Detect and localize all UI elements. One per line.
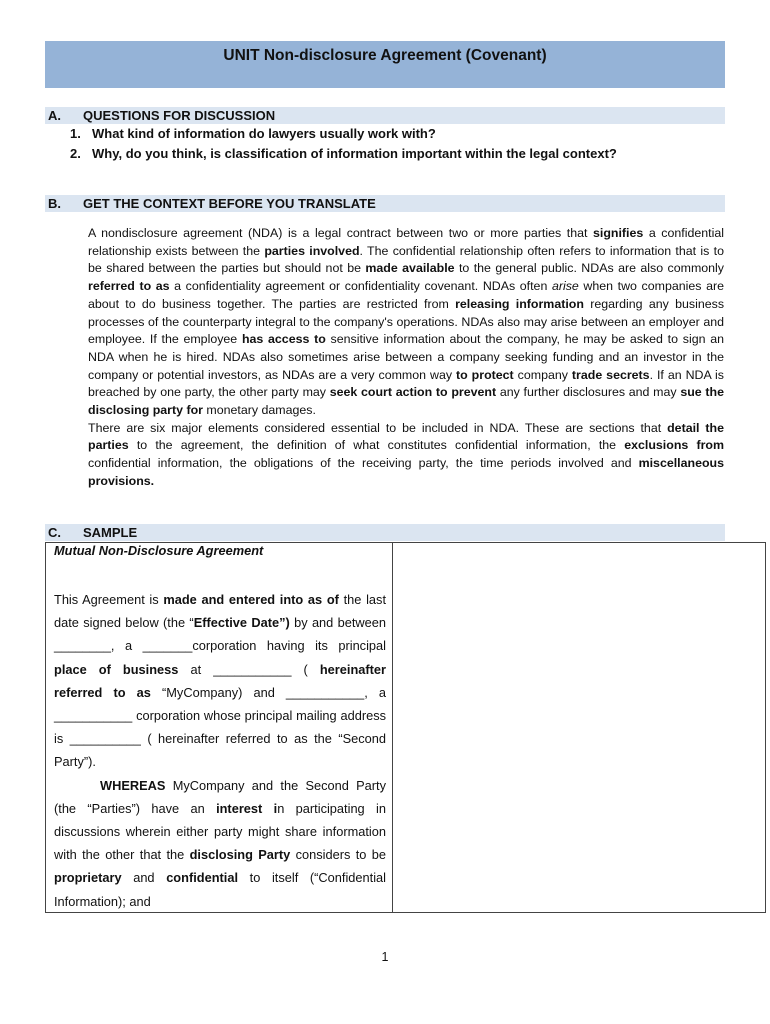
sample-subtitle: Mutual Non-Disclosure Agreement bbox=[54, 543, 264, 558]
text-run: This Agreement is bbox=[54, 592, 164, 607]
text-run: and bbox=[121, 870, 167, 886]
bold-term: disclosing Party bbox=[189, 847, 291, 863]
text-run: A nondisclosure agreement (NDA) is a legal contract between two or more parties that bbox=[88, 226, 593, 240]
table-column-divider bbox=[392, 543, 393, 912]
bold-term: seek court action to prevent bbox=[329, 385, 497, 400]
bold-term: proprietary bbox=[54, 870, 122, 886]
bold-term: interest i bbox=[216, 800, 278, 816]
text-run: . The confidential relationship often refers to information that is to be shared between the parties but should not be bbox=[88, 243, 724, 276]
text-run: a confidential relationship exists between the bbox=[88, 226, 724, 258]
italic-term: arise bbox=[551, 279, 579, 294]
bold-term: made and entered into as of bbox=[163, 592, 339, 607]
text-run: There are six major elements considered essential to be included in NDA. These are sections that bbox=[88, 420, 668, 435]
context-paragraph-2 bbox=[88, 420, 724, 491]
text-run: a confidentiality agreement or confidentiality covenant. NDAs often bbox=[169, 279, 552, 294]
section-a-letter: A. bbox=[48, 108, 61, 123]
text-run: MyCompany and the Second Party (the “Parties”) have an bbox=[54, 777, 386, 816]
context-paragraph-1 bbox=[88, 225, 724, 420]
text-run: by and between ________, a _______corporation having its principal bbox=[54, 615, 387, 654]
section-b-header bbox=[45, 195, 725, 212]
bold-term: referred to as bbox=[88, 279, 170, 294]
question-2 bbox=[70, 144, 730, 164]
bold-term: signifies bbox=[593, 226, 644, 240]
text-run: “MyCompany) and ___________, a ___________ corporation whose principal mailing address is __________ ( hereinafter referred to as the “Second Party”). bbox=[54, 684, 386, 770]
text-run: to the general public. NDAs are also commonly bbox=[454, 261, 724, 276]
text-run: sensitive information about the company, he may be asked to sign an NDA when he is hired. NDAs also sometimes arise between a company seeking funding and an investor in the company or potential investors, as NDAs are a very common way bbox=[88, 332, 724, 382]
text-run: to the agreement, the definition of what constitutes confidential information, the bbox=[128, 438, 625, 453]
text-run: when two companies are about to do business together. The parties are restricted from bbox=[88, 279, 724, 311]
bold-term: parties involved bbox=[264, 243, 360, 258]
section-c-heading: SAMPLE bbox=[83, 525, 138, 540]
text-run: the last date signed below (the “ bbox=[54, 592, 386, 631]
bold-term: exclusions from bbox=[624, 438, 724, 453]
bold-term: place of business bbox=[54, 661, 179, 677]
bold-term: hereinafter referred to as bbox=[54, 661, 386, 700]
text-run: confidential information, the obligations of the receiving party, the time periods involved and bbox=[88, 456, 639, 471]
question-text: Why, do you think, is classification of information important within the legal context? bbox=[92, 146, 617, 161]
bold-term: trade secrets bbox=[571, 367, 650, 382]
text-run: at ___________ ( bbox=[178, 661, 320, 677]
section-a-heading: QUESTIONS FOR DISCUSSION bbox=[83, 108, 276, 123]
text-run: to itself (“Confidential Information); and bbox=[54, 870, 386, 909]
text-run: considers to be bbox=[290, 847, 386, 863]
bold-term: detail the parties bbox=[88, 420, 725, 453]
text-run: n participating in discussions wherein either party might share information with the other that the bbox=[54, 800, 386, 863]
question-1 bbox=[70, 124, 730, 144]
sample-paragraph-1 bbox=[54, 588, 386, 774]
sample-paragraph-2 bbox=[54, 774, 386, 913]
section-b-letter: B. bbox=[48, 196, 61, 211]
text-run: regarding any business processes of the counterparty integral to the company's operations. NDAs also may arise between an employer and employee. If the employee bbox=[88, 296, 725, 347]
bold-term: releasing information bbox=[455, 296, 584, 311]
question-number: 2. bbox=[70, 146, 81, 161]
text-run: company bbox=[513, 367, 572, 382]
bold-term: Effective Date”) bbox=[193, 615, 290, 631]
text-run: . If an NDA is breached by one party, the other party may bbox=[88, 367, 724, 400]
sample-paragraph-2-runs bbox=[54, 778, 386, 909]
bold-term: miscellaneous provisions. bbox=[88, 456, 724, 488]
title-band bbox=[45, 41, 725, 88]
bold-term: WHEREAS bbox=[100, 777, 166, 793]
text-run: any further disclosures and may bbox=[496, 385, 681, 400]
question-number: 1. bbox=[70, 126, 81, 141]
bold-term: sue the disclosing party for bbox=[88, 385, 724, 418]
context-text bbox=[88, 225, 724, 491]
bold-term: made available bbox=[365, 261, 455, 276]
document-title: UNIT Non-disclosure Agreement (Covenant) bbox=[223, 47, 547, 64]
bold-term: to protect bbox=[456, 367, 514, 382]
bold-term: has access to bbox=[241, 332, 326, 347]
question-text: What kind of information do lawyers usually work with? bbox=[92, 126, 436, 141]
section-a-header bbox=[45, 107, 725, 124]
sample-body bbox=[54, 588, 386, 913]
text-run: monetary damages. bbox=[202, 403, 316, 418]
page-number: 1 bbox=[381, 950, 389, 964]
sample-text-column bbox=[54, 542, 386, 913]
section-b-heading: GET THE CONTEXT BEFORE YOU TRANSLATE bbox=[83, 196, 376, 211]
discussion-questions bbox=[70, 124, 730, 164]
section-c-header bbox=[45, 524, 725, 541]
bold-term: confidential bbox=[166, 870, 238, 886]
section-c-letter: C. bbox=[48, 525, 61, 540]
